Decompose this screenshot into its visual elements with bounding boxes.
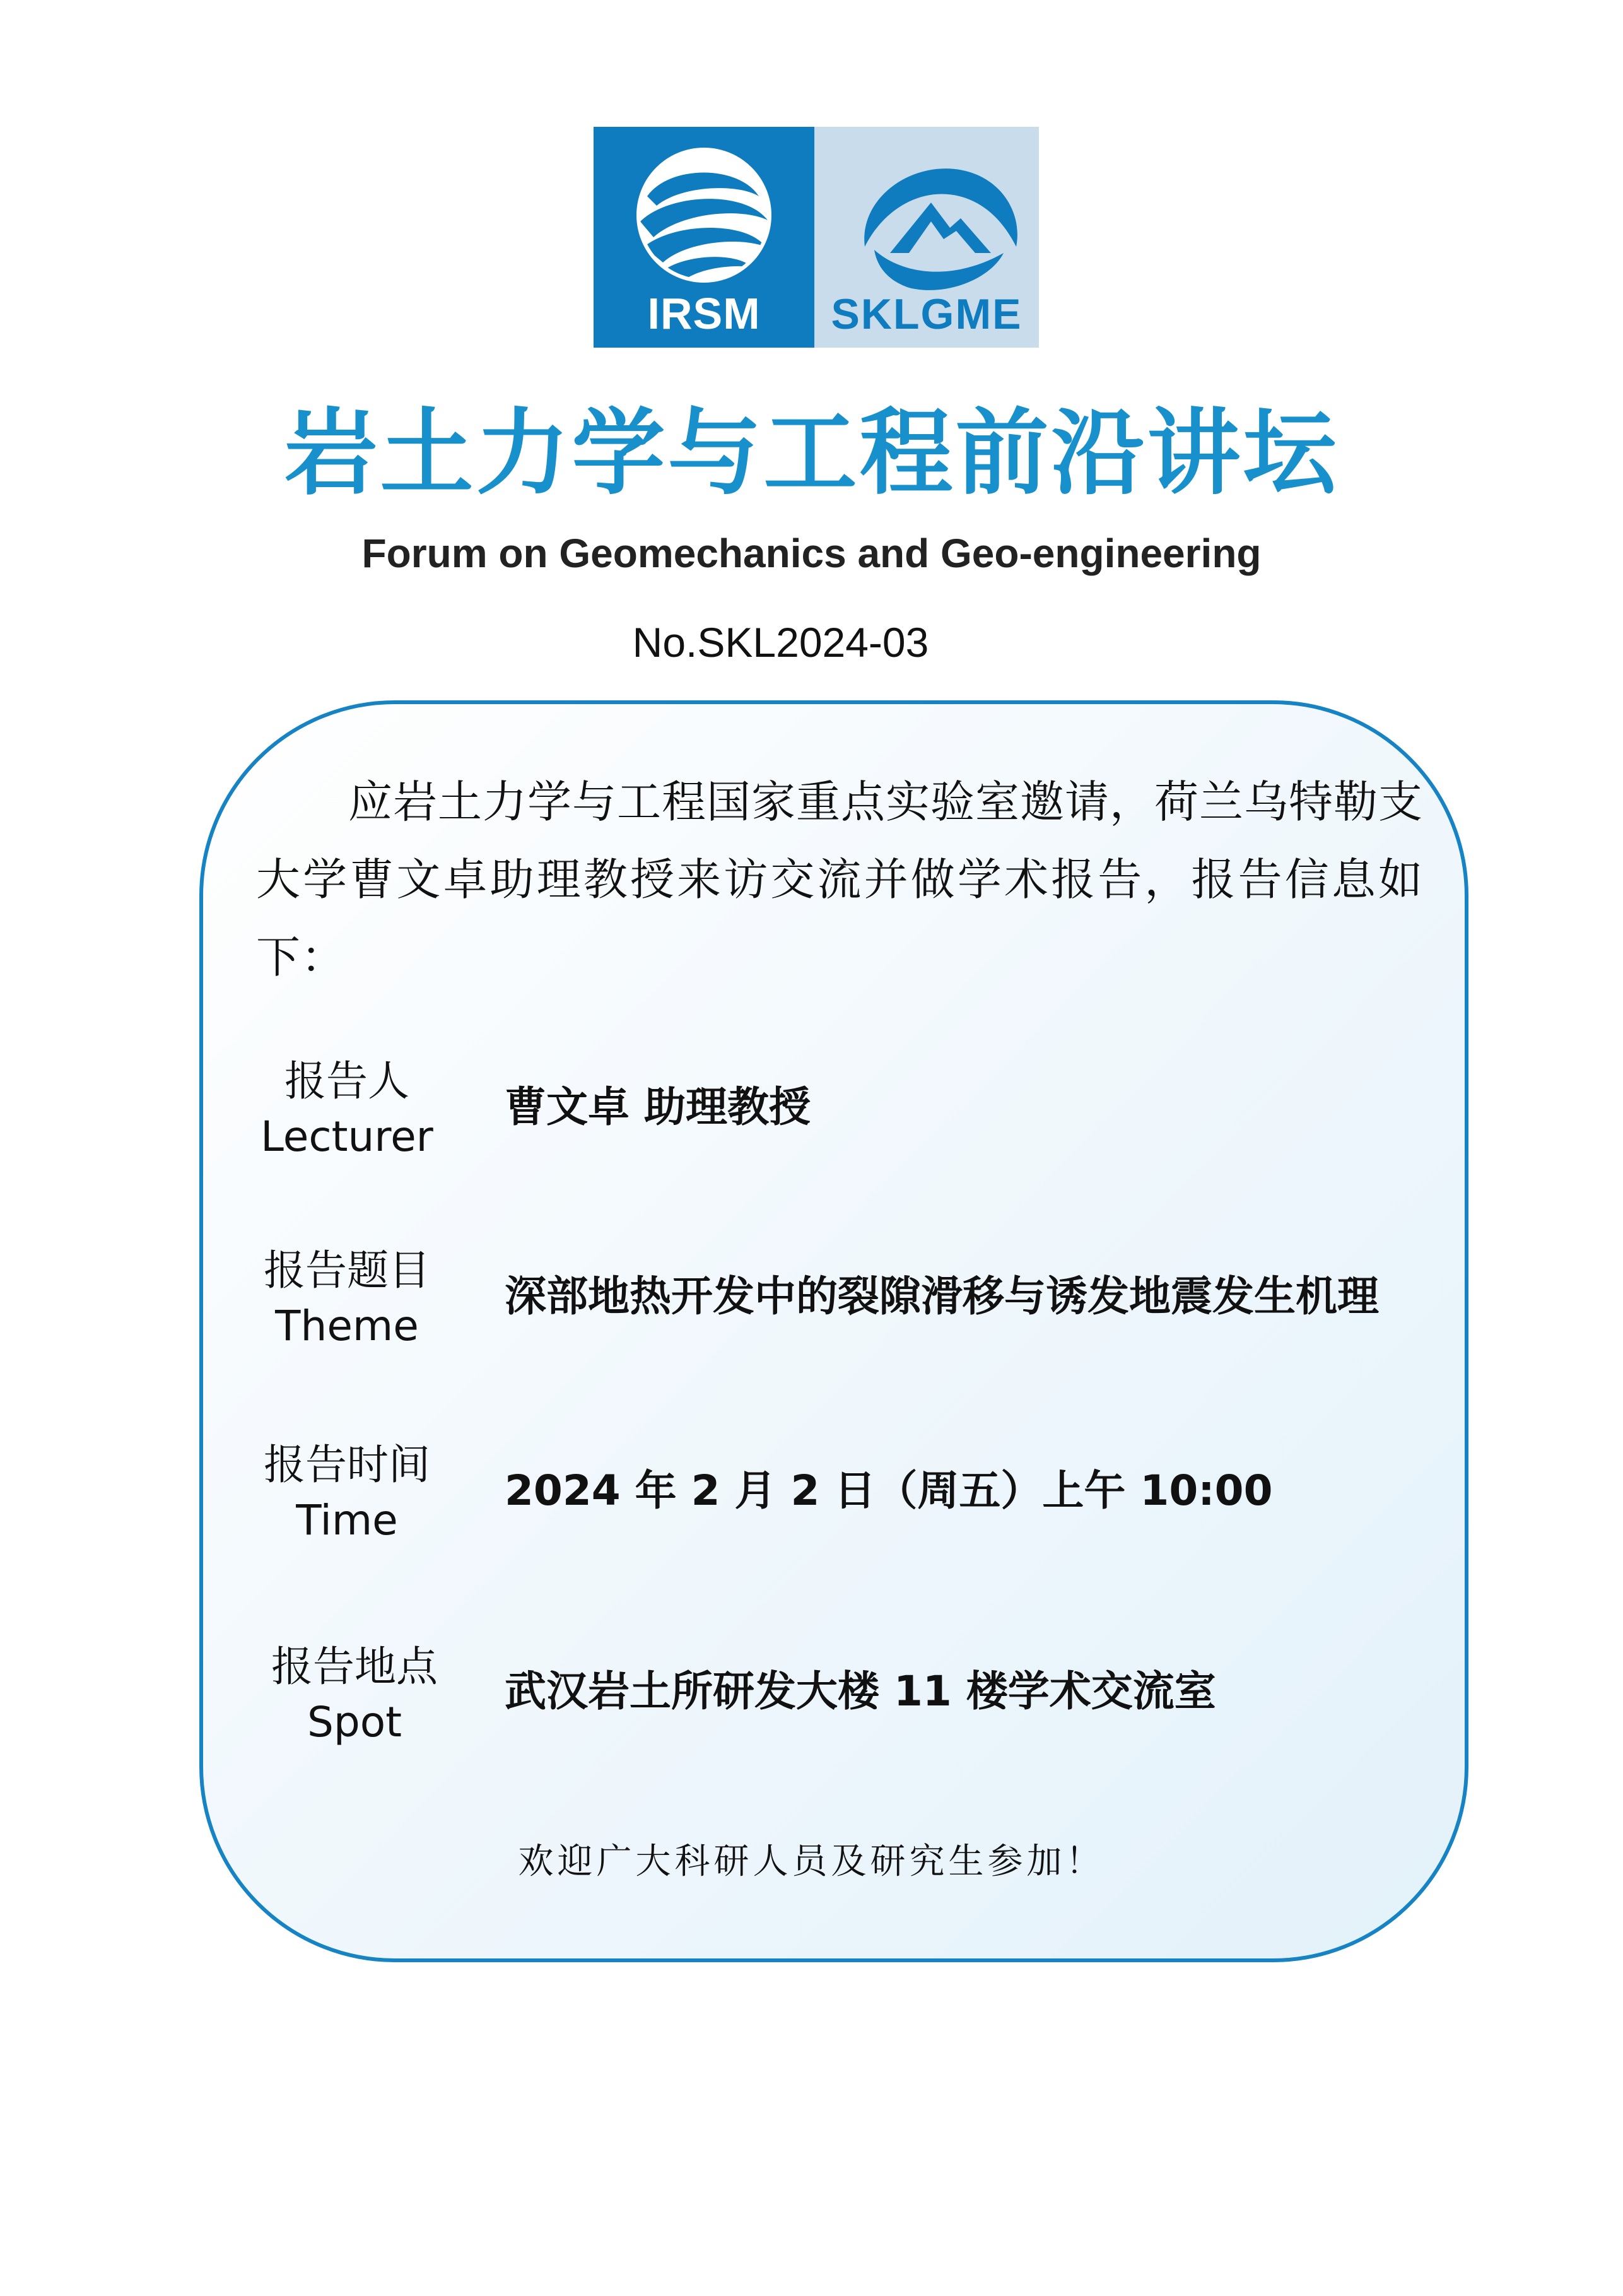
time-value: 2024 年 2 月 2 日（周五）上午 10:00 [505,1466,1273,1515]
time-label [221,1437,473,1548]
irsm-logo-text: IRSM [647,289,761,338]
theme-label [221,1243,473,1354]
issue-number: No.SKL2024-03 [632,619,929,666]
theme-label-cn: 报告题目 [264,1246,430,1295]
page-subtitle: Forum on Geomechanics and Geo-engineering [361,531,1262,576]
time-label-en: Time [296,1496,398,1545]
spot-label-en: Spot [307,1698,402,1746]
welcome-note: 欢迎广大科研人员及研究生参加！ [518,1841,1105,1882]
sklgme-logo [814,127,1039,348]
page-title: 岩土力学与工程前沿讲坛 [284,399,1339,507]
irsm-logo [594,127,814,348]
intro-paragraph: 应岩土力学与工程国家重点实验室邀请，荷兰乌特勒支大学曹文卓助理教授来访交流并做学术报告，报告信息如下： [256,776,1423,983]
sklgme-logo-text: SKLGME [831,290,1022,338]
theme-label-en: Theme [275,1302,419,1350]
lecturer-value: 曹文卓 助理教授 [505,1083,811,1131]
spot-value: 武汉岩土所研发大楼 11 楼学术交流室 [505,1667,1216,1716]
time-label-cn: 报告时间 [264,1440,430,1489]
spot-label-cn: 报告地点 [271,1642,438,1691]
theme-value: 深部地热开发中的裂隙滑移与诱发地震发生机理 [505,1272,1379,1321]
lecturer-label-en: Lecturer [261,1112,433,1161]
lecturer-label [221,1054,473,1165]
lecturer-label-cn: 报告人 [284,1057,409,1105]
logo-block [594,127,1039,348]
spot-label [228,1639,481,1750]
